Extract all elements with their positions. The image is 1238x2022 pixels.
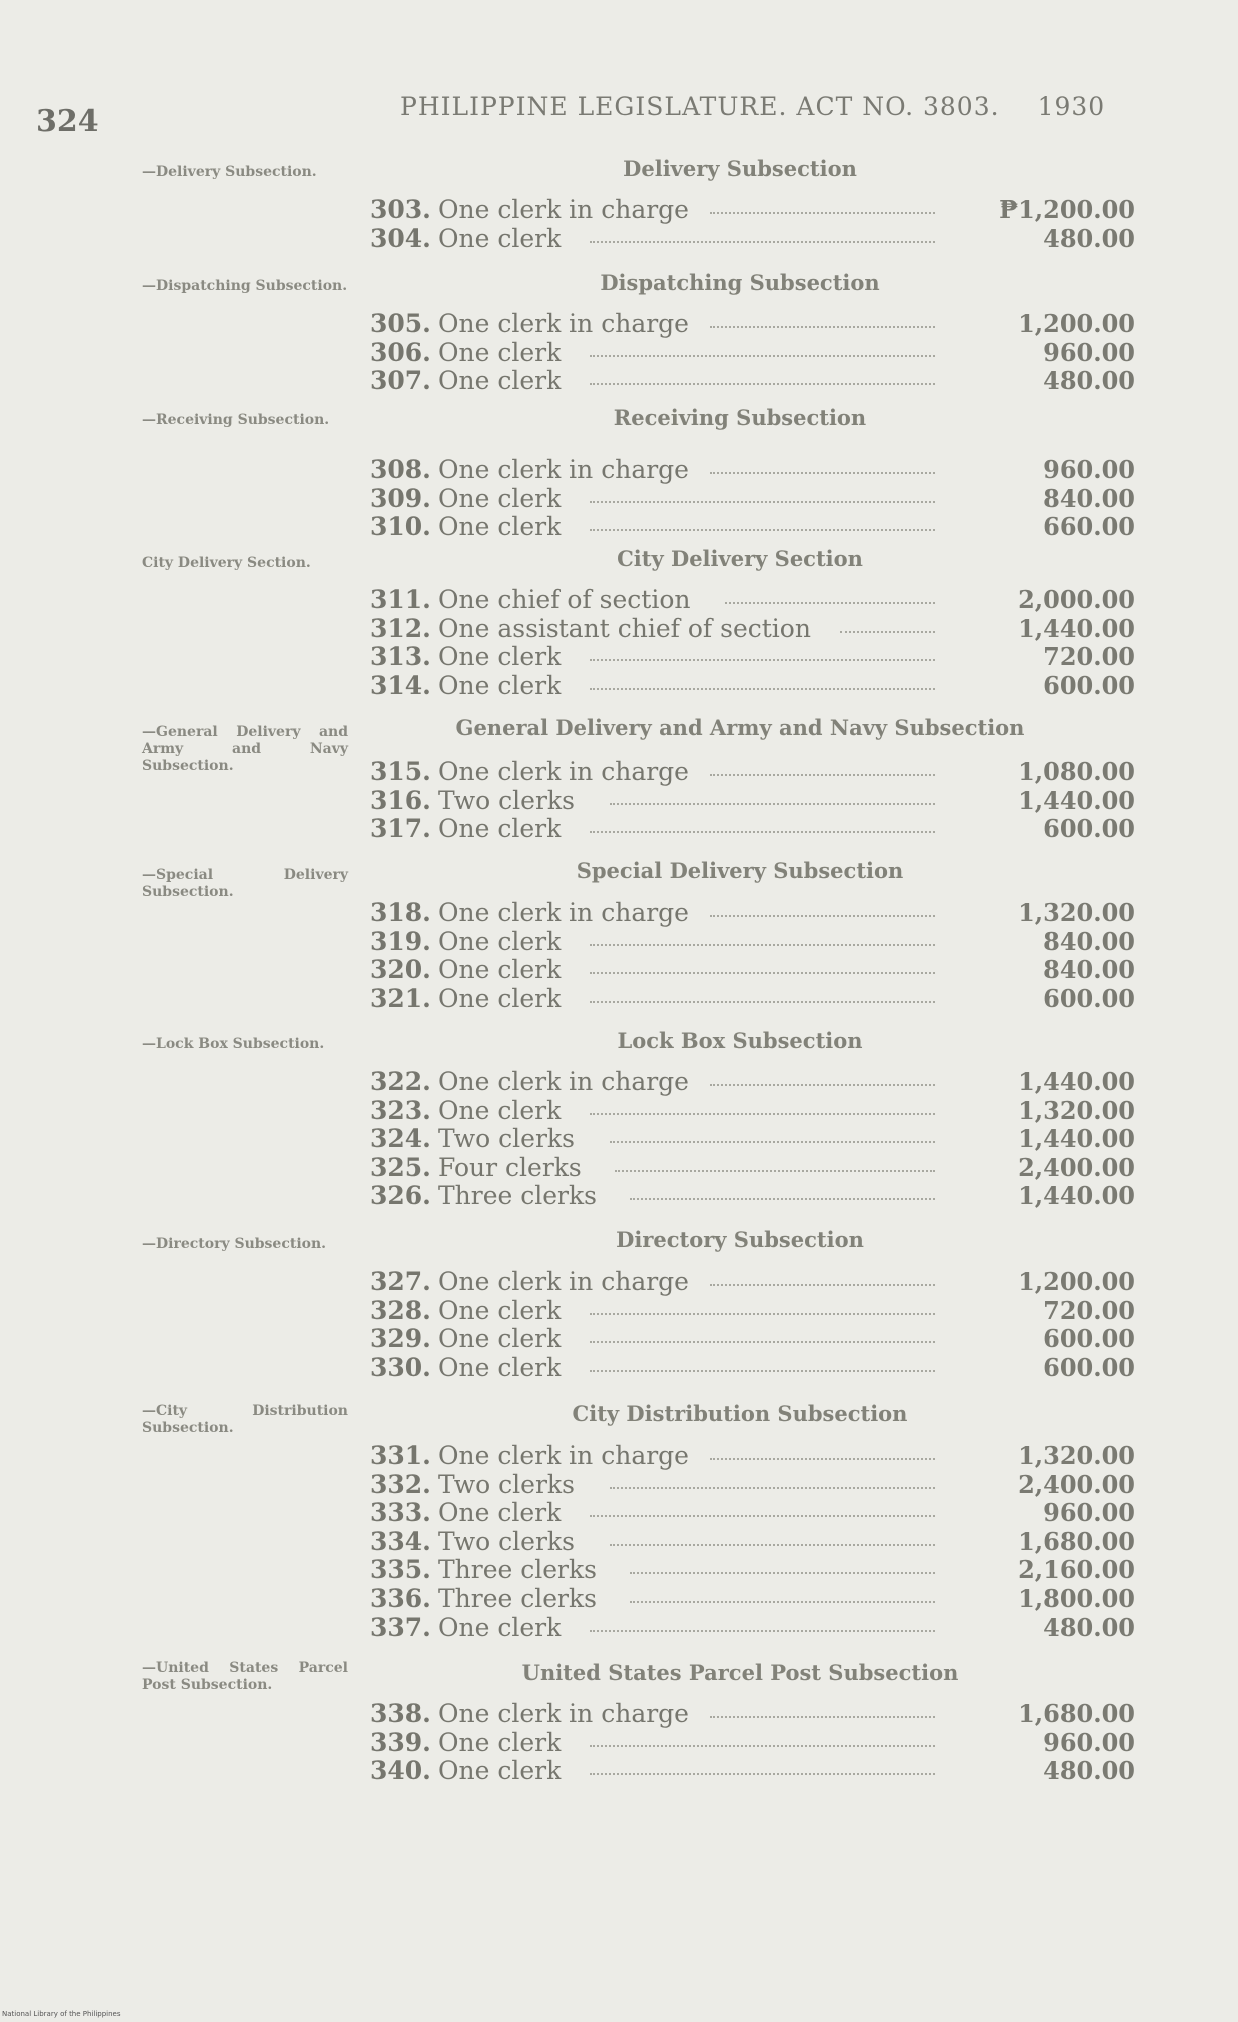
dot-leader	[610, 1141, 935, 1143]
item-amount: 2,160.00	[1018, 1555, 1135, 1585]
item-description: Three clerks	[438, 1181, 597, 1211]
item-amount: 660.00	[1043, 512, 1135, 542]
item-description: Two clerks	[438, 1124, 575, 1154]
item-amount: 600.00	[1043, 1324, 1135, 1354]
ledger-entry	[370, 642, 1135, 671]
margin-note: City Delivery Section.	[142, 555, 311, 571]
item-amount: 1,440.00	[1018, 1181, 1135, 1211]
dot-leader	[590, 529, 935, 531]
ledger-entry	[370, 1296, 1135, 1325]
item-amount: 480.00	[1043, 1612, 1135, 1642]
item-description: One clerk	[438, 366, 562, 396]
dot-leader	[840, 631, 935, 633]
item-amount: 1,320.00	[1018, 898, 1135, 927]
ledger-entry	[370, 1181, 1135, 1210]
item-number: 339.	[370, 1727, 431, 1757]
ledger-entry	[370, 1470, 1135, 1499]
dot-leader	[590, 241, 935, 243]
item-number: 313.	[370, 642, 431, 672]
item-description: Three clerks	[438, 1555, 597, 1585]
dot-leader	[590, 1630, 935, 1632]
item-amount: 480.00	[1043, 366, 1135, 396]
item-description: One clerk	[438, 337, 562, 367]
dot-leader	[590, 355, 935, 357]
item-amount: 1,680.00	[1018, 1526, 1135, 1556]
margin-note: —United States Parcel Post Subsection.	[142, 1660, 348, 1693]
item-description: One clerk	[438, 1727, 562, 1757]
item-number: 324.	[370, 1124, 431, 1154]
item-description: One clerk in charge	[438, 757, 689, 786]
dot-leader	[710, 774, 935, 776]
item-description: One clerk	[438, 1612, 562, 1642]
running-head	[400, 92, 1105, 121]
section-heading: Delivery Subsection	[623, 156, 857, 181]
ledger-entry	[370, 1324, 1135, 1353]
section-heading: Receiving Subsection	[613, 405, 867, 430]
item-number: 336.	[370, 1584, 431, 1613]
item-description: One clerk	[438, 983, 562, 1013]
ledger-entry	[370, 955, 1135, 984]
item-number: 340.	[370, 1756, 431, 1786]
dot-leader	[710, 472, 935, 474]
dot-leader	[610, 803, 935, 805]
dot-leader	[710, 326, 935, 328]
item-number: 308.	[370, 455, 431, 484]
dot-leader	[610, 1487, 935, 1489]
item-number: 319.	[370, 926, 431, 956]
item-description: One clerk in charge	[438, 898, 689, 927]
item-number: 321.	[370, 983, 431, 1013]
ledger-entry	[370, 984, 1135, 1013]
section-heading: United States Parcel Post Subsection	[521, 1660, 959, 1685]
ledger-entry	[370, 309, 1135, 338]
ledger-entry	[370, 224, 1135, 253]
ledger-entry	[370, 1527, 1135, 1556]
item-description: One clerk in charge	[438, 1441, 689, 1470]
item-number: 330.	[370, 1352, 431, 1382]
ledger-entry	[370, 1267, 1135, 1296]
item-amount: 2,400.00	[1018, 1152, 1135, 1182]
item-number: 312.	[370, 613, 431, 643]
dot-leader	[590, 501, 935, 503]
item-description: One clerk in charge	[438, 309, 689, 338]
item-number: 338.	[370, 1699, 431, 1728]
ledger-entry	[370, 1756, 1135, 1785]
item-amount: 840.00	[1043, 955, 1135, 985]
item-description: One clerk	[438, 1756, 562, 1786]
item-amount: 1,440.00	[1018, 785, 1135, 815]
item-description: Two clerks	[438, 1526, 575, 1556]
dot-leader	[710, 915, 935, 917]
item-description: One clerk in charge	[438, 1267, 689, 1296]
item-number: 325.	[370, 1152, 431, 1182]
ledger-entry	[370, 585, 1135, 614]
ledger-entry	[370, 455, 1135, 484]
section-heading: Lock Box Subsection	[617, 1028, 863, 1053]
ledger-entry	[370, 614, 1135, 643]
dot-leader	[630, 1198, 935, 1200]
item-description: Four clerks	[438, 1152, 582, 1182]
item-number: 306.	[370, 337, 431, 367]
section-heading: Special Delivery Subsection	[576, 858, 904, 883]
ledger-entry	[370, 1613, 1135, 1642]
item-amount: 2,000.00	[1018, 585, 1135, 614]
item-description: One clerk	[438, 1352, 562, 1382]
item-number: 310.	[370, 512, 431, 542]
item-description: Two clerks	[438, 1469, 575, 1499]
item-amount: 960.00	[1043, 1727, 1135, 1757]
item-amount: 600.00	[1043, 670, 1135, 700]
item-number: 335.	[370, 1555, 431, 1585]
item-description: One clerk	[438, 1324, 562, 1354]
item-amount: 1,440.00	[1018, 1124, 1135, 1154]
item-number: 331.	[370, 1441, 431, 1470]
item-number: 332.	[370, 1469, 431, 1499]
item-description: One chief of section	[438, 585, 691, 614]
dot-leader	[590, 1313, 935, 1315]
ledger-entry	[370, 1353, 1135, 1382]
dot-leader	[590, 383, 935, 385]
dot-leader	[590, 972, 935, 974]
section-heading: General Delivery and Army and Navy Subsection	[455, 715, 1025, 740]
dot-leader	[590, 1515, 935, 1517]
dot-leader	[630, 1601, 935, 1603]
running-head-title: PHILIPPINE LEGISLATURE. ACT NO. 3803.	[400, 92, 1000, 121]
item-amount: 720.00	[1043, 642, 1135, 672]
item-amount: 1,440.00	[1018, 1067, 1135, 1096]
dot-leader	[615, 1170, 935, 1172]
item-amount: 600.00	[1043, 983, 1135, 1013]
item-number: 328.	[370, 1295, 431, 1325]
ledger-entry	[370, 195, 1135, 224]
ledger-entry	[370, 898, 1135, 927]
item-amount: 960.00	[1043, 455, 1135, 484]
item-description: One clerk	[438, 814, 562, 844]
ledger-entry	[370, 338, 1135, 367]
dot-leader	[590, 1341, 935, 1343]
dot-leader	[725, 602, 935, 604]
dot-leader	[610, 1544, 935, 1546]
item-number: 333.	[370, 1498, 431, 1528]
item-description: One clerk	[438, 1095, 562, 1125]
item-amount: 600.00	[1043, 814, 1135, 844]
margin-note: —Directory Subsection.	[142, 1236, 327, 1252]
item-amount: 1,200.00	[1018, 1267, 1135, 1296]
section-heading: City Distribution Subsection	[572, 1401, 908, 1426]
dot-leader	[590, 688, 935, 690]
item-number: 337.	[370, 1612, 431, 1642]
item-description: Two clerks	[438, 785, 575, 815]
item-description: One clerk	[438, 642, 562, 672]
item-description: One clerk	[438, 223, 562, 253]
item-description: One clerk	[438, 1498, 562, 1528]
item-amount: ₱1,200.00	[999, 195, 1135, 224]
dot-leader	[710, 1284, 935, 1286]
margin-note: —General Delivery and Army and Navy Subsection.	[142, 724, 348, 774]
margin-note: —Dispatching Subsection.	[142, 278, 348, 294]
item-number: 316.	[370, 785, 431, 815]
item-number: 320.	[370, 955, 431, 985]
item-amount: 960.00	[1043, 1498, 1135, 1528]
item-description: One clerk in charge	[438, 1699, 689, 1728]
item-description: One assistant chief of section	[438, 613, 811, 643]
ledger-entry	[370, 671, 1135, 700]
item-amount: 720.00	[1043, 1295, 1135, 1325]
item-number: 303.	[370, 195, 431, 224]
item-number: 307.	[370, 366, 431, 396]
item-amount: 1,440.00	[1018, 613, 1135, 643]
item-description: One clerk	[438, 955, 562, 985]
item-number: 304.	[370, 223, 431, 253]
ledger-entry	[370, 1728, 1135, 1757]
dot-leader	[590, 831, 935, 833]
item-description: One clerk	[438, 670, 562, 700]
ledger-entry	[370, 512, 1135, 541]
item-number: 317.	[370, 814, 431, 844]
dot-leader	[710, 1458, 935, 1460]
item-number: 322.	[370, 1067, 431, 1096]
ledger-entry	[370, 1153, 1135, 1182]
ledger-entry	[370, 366, 1135, 395]
footer-note: National Library of the Philippines	[2, 2010, 121, 2018]
item-description: One clerk	[438, 926, 562, 956]
item-number: 305.	[370, 309, 431, 338]
ledger-entry	[370, 814, 1135, 843]
ledger-entry	[370, 1441, 1135, 1470]
dot-leader	[590, 659, 935, 661]
item-amount: 1,080.00	[1018, 757, 1135, 786]
item-description: One clerk in charge	[438, 1067, 689, 1096]
item-amount: 1,680.00	[1018, 1699, 1135, 1728]
item-description: One clerk	[438, 1295, 562, 1325]
item-number: 334.	[370, 1526, 431, 1556]
dot-leader	[710, 1716, 935, 1718]
dot-leader	[590, 1745, 935, 1747]
dot-leader	[710, 212, 935, 214]
ledger-entry	[370, 1699, 1135, 1728]
margin-note: —City Distribution Subsection.	[142, 1403, 348, 1436]
item-number: 327.	[370, 1267, 431, 1296]
item-number: 318.	[370, 898, 431, 927]
item-description: Three clerks	[438, 1584, 597, 1613]
page-number: 324	[36, 104, 99, 139]
item-description: One clerk in charge	[438, 455, 689, 484]
item-description: One clerk	[438, 512, 562, 542]
item-description: One clerk	[438, 483, 562, 513]
ledger-entry	[370, 1498, 1135, 1527]
dot-leader	[710, 1084, 935, 1086]
margin-note: —Receiving Subsection.	[142, 412, 330, 428]
ledger-entry	[370, 757, 1135, 786]
item-number: 323.	[370, 1095, 431, 1125]
item-number: 311.	[370, 585, 431, 614]
ledger-entry	[370, 1124, 1135, 1153]
ledger-entry	[370, 1555, 1135, 1584]
item-number: 309.	[370, 483, 431, 513]
dot-leader	[590, 944, 935, 946]
item-amount: 480.00	[1043, 1756, 1135, 1786]
margin-note: —Lock Box Subsection.	[142, 1036, 325, 1052]
item-amount: 840.00	[1043, 926, 1135, 956]
dot-leader	[590, 1370, 935, 1372]
item-number: 329.	[370, 1324, 431, 1354]
dot-leader	[590, 1113, 935, 1115]
item-amount: 1,200.00	[1018, 309, 1135, 338]
margin-note: —Delivery Subsection.	[142, 164, 317, 180]
dot-leader	[630, 1572, 935, 1574]
item-number: 315.	[370, 757, 431, 786]
item-amount: 1,320.00	[1018, 1095, 1135, 1125]
ledger-entry	[370, 786, 1135, 815]
section-heading: Dispatching Subsection	[600, 270, 880, 295]
item-number: 326.	[370, 1181, 431, 1211]
section-heading: City Delivery Section	[617, 546, 863, 571]
ledger-entry	[370, 1584, 1135, 1613]
item-amount: 600.00	[1043, 1352, 1135, 1382]
ledger-entry	[370, 1096, 1135, 1125]
item-amount: 1,320.00	[1018, 1441, 1135, 1470]
dot-leader	[590, 1001, 935, 1003]
item-amount: 1,800.00	[1018, 1584, 1135, 1613]
item-number: 314.	[370, 670, 431, 700]
ledger-entry	[370, 484, 1135, 513]
section-heading: Directory Subsection	[616, 1227, 864, 1252]
ledger-entry	[370, 1067, 1135, 1096]
item-amount: 2,400.00	[1018, 1469, 1135, 1499]
margin-note: —Special Delivery Subsection.	[142, 867, 348, 900]
item-amount: 840.00	[1043, 483, 1135, 513]
running-head-year: 1930	[1037, 92, 1106, 121]
dot-leader	[590, 1773, 935, 1775]
item-amount: 480.00	[1043, 223, 1135, 253]
ledger-entry	[370, 927, 1135, 956]
item-description: One clerk in charge	[438, 195, 689, 224]
item-amount: 960.00	[1043, 337, 1135, 367]
